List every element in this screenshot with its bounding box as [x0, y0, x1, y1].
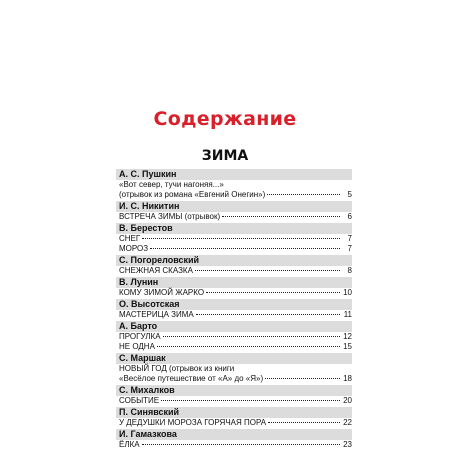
toc-page-number: 6 — [347, 212, 352, 221]
toc-entry-title: «Весёлое путешествие от «А» до «Я») — [119, 374, 264, 383]
toc-author: В. Лунин — [116, 277, 352, 288]
toc-author: С. Маршак — [116, 353, 352, 364]
toc-entry[interactable] — [116, 342, 352, 352]
toc-entry-title: (отрывок из романа «Евгений Онегин») — [119, 190, 266, 199]
dot-leader — [222, 216, 340, 217]
toc-entry[interactable] — [116, 190, 352, 200]
toc-page-number: 12 — [343, 332, 352, 341]
toc-entry[interactable] — [116, 332, 352, 342]
toc-entry-title: СОБЫТИЕ — [119, 396, 160, 405]
toc-entry-title: ПРОГУЛКА — [119, 332, 161, 341]
toc-page-number: 10 — [343, 288, 352, 297]
toc-author: А. С. Пушкин — [116, 169, 352, 180]
toc-entry-title: У ДЕДУШКИ МОРОЗА ГОРЯЧАЯ ПОРА — [119, 418, 267, 427]
dot-leader — [161, 400, 340, 401]
toc-author: В. Берестов — [116, 223, 352, 234]
toc-entry[interactable] — [116, 234, 352, 244]
page-title: Содержание — [153, 108, 297, 130]
toc-entry[interactable] — [116, 374, 352, 384]
toc-entry-title: НЕ ОДНА — [119, 342, 155, 351]
toc-page-number: 8 — [347, 266, 352, 275]
toc-author: С. Погореловский — [116, 255, 352, 266]
toc-page-number: 20 — [343, 396, 352, 405]
table-of-contents — [116, 168, 352, 450]
toc-page-number: 7 — [347, 244, 352, 253]
toc-title-line: «Вот север, тучи нагоняя...» — [119, 180, 224, 189]
toc-page-number: 15 — [343, 342, 352, 351]
toc-entry[interactable] — [116, 244, 352, 254]
toc-entry-title: ВСТРЕЧА ЗИМЫ (отрывок) — [119, 212, 221, 221]
toc-entry-title: ЁЛКА — [119, 440, 140, 449]
toc-entry[interactable] — [116, 310, 352, 320]
toc-entry[interactable] — [116, 212, 352, 222]
toc-entry[interactable] — [116, 418, 352, 428]
toc-entry[interactable] — [116, 396, 352, 406]
dot-leader — [268, 422, 340, 423]
dot-leader — [195, 270, 340, 271]
toc-entry[interactable] — [116, 440, 352, 450]
dot-leader — [265, 378, 340, 379]
toc-page-number: 7 — [347, 234, 352, 243]
toc-entry-title: МОРОЗ — [119, 244, 149, 253]
toc-author: И. С. Никитин — [116, 201, 352, 212]
dot-leader — [150, 248, 340, 249]
dot-leader — [142, 444, 340, 445]
dot-leader — [206, 292, 340, 293]
toc-entry[interactable] — [116, 266, 352, 276]
dot-leader — [196, 314, 340, 315]
toc-author: П. Синявский — [116, 407, 352, 418]
toc-title-line: НОВЫЙ ГОД (отрывок из книги — [119, 364, 235, 373]
toc-entry-title: КОМУ ЗИМОЙ ЖАРКО — [119, 288, 205, 297]
toc-entry-title: СНЕГ — [119, 234, 141, 243]
toc-page-number: 18 — [343, 374, 352, 383]
toc-page-number: 5 — [347, 190, 352, 199]
toc-author: О. Высотская — [116, 299, 352, 310]
toc-author: И. Гамазкова — [116, 429, 352, 440]
toc-page-number: 11 — [343, 310, 352, 319]
section-heading: ЗИМА — [201, 148, 249, 164]
dot-leader — [142, 238, 340, 239]
toc-page-number: 23 — [343, 440, 352, 449]
toc-entry-title: СНЕЖНАЯ СКАЗКА — [119, 266, 193, 275]
dot-leader — [163, 336, 340, 337]
toc-entry[interactable] — [116, 288, 352, 298]
toc-author: С. Михалков — [116, 385, 352, 396]
dot-leader — [157, 346, 340, 347]
toc-page-number: 22 — [343, 418, 352, 427]
toc-entry-title: МАСТЕРИЦА ЗИМА — [119, 310, 194, 319]
dot-leader — [267, 194, 340, 195]
toc-author: А. Барто — [116, 321, 352, 332]
